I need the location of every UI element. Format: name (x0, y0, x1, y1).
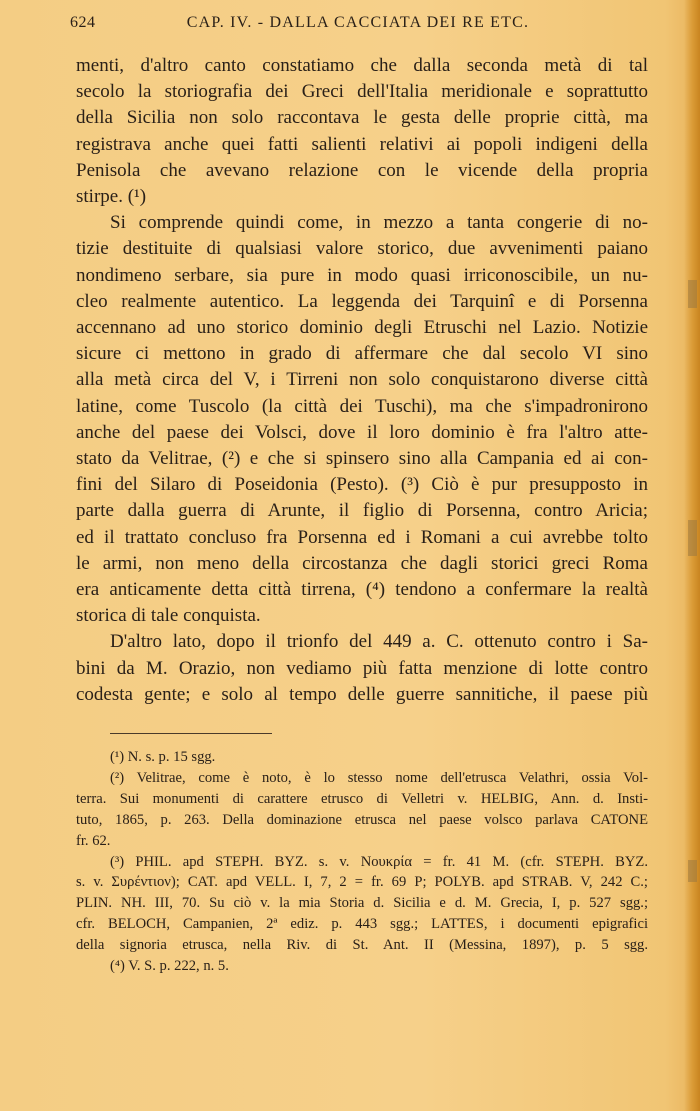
footnote-separator (110, 733, 272, 734)
text-line: registrava anche quei fatti salienti relativi ai popoli indigeni della (76, 133, 648, 155)
edge-mark (688, 860, 697, 882)
text-line: della Sicilia non solo raccontava le gesta delle proprie città, ma (76, 107, 648, 129)
text-line: parte dalla guerra di Arunte, il figlio di Porsenna, contro Aricia; (76, 500, 648, 522)
text-line: ed il trattato concluso fra Porsenna ed i Romani a cui avrebbe tolto (76, 526, 648, 548)
page-number: 624 (70, 14, 96, 31)
text-line: sicure ci mettono in grado di affermare che dal secolo VI sino (76, 343, 648, 365)
text-line: D'altro lato, dopo il trionfo del 449 a. C. ottenuto contro i Sa- (110, 631, 648, 653)
running-head (70, 14, 646, 38)
text-line: anche del paese dei Volsci, dove il loro dominio è fra l'altro atte- (76, 421, 648, 443)
text-line: secolo la storiografia dei Greci dell'Italia meridionale e soprattutto (76, 81, 648, 103)
footnote-line: tuto, 1865, p. 263. Della dominazione etrusca nel paese volsco parlava CATONE (76, 811, 648, 828)
footnote-line: (⁴) V. S. p. 222, n. 5. (110, 958, 229, 975)
footnote-line: fr. 62. (76, 832, 111, 849)
text-line: storica di tale conquista. (76, 605, 261, 627)
footnote-line: della signoria etrusca, nella Riv. di St. Ant. II (Messina, 1897), p. 5 sgg. (76, 937, 648, 954)
text-line: bini da M. Orazio, non vediamo più fatta menzione di lotte contro (76, 657, 648, 679)
footnote-line: (³) PHIL. apd STEPH. BYZ. s. v. Νουκρία = fr. 41 M. (cfr. STEPH. BYZ. (110, 853, 648, 870)
text-line: stirpe. (¹) (76, 186, 147, 208)
text-line: codesta gente; e solo al tempo delle guerre sannitiche, il paese più (76, 683, 648, 705)
text-line: tizie destituite di qualsiasi valore storico, due avvenimenti paiano (76, 238, 648, 260)
text-line: Penisola che avevano relazione con le vicende della propria (76, 159, 648, 181)
text-line: accennano ad uno storico dominio degli Etruschi nel Lazio. Notizie (76, 317, 648, 339)
text-line: cleo realmente autentico. La leggenda dei Tarquinî e di Porsenna (76, 290, 648, 312)
footnotes (76, 747, 648, 977)
footnote-line: s. v. Συρέντιον); CAT. apd VELL. I, 7, 2 = fr. 69 P; POLYB. apd STRAB. V, 242 C.; (76, 874, 648, 891)
text-line: Si comprende quindi come, in mezzo a tanta congerie di no- (110, 212, 648, 234)
text-line: alla metà circa del V, i Tirreni non solo conquistarono diverse città (76, 369, 648, 391)
edge-mark (688, 280, 697, 308)
footnote-line: cfr. BELOCH, Campanien, 2ª ediz. p. 443 sgg.; LATTES, i documenti epigrafici (76, 916, 648, 933)
text-line: le armi, non meno della circostanza che dagli storici greci Roma (76, 552, 648, 574)
body-text (76, 53, 648, 708)
chapter-title: CAP. IV. - DALLA CACCIATA DEI RE ETC. (186, 14, 530, 31)
text-line: fini del Silaro di Poseidonia (Pesto). (³) Ciò è pur presupposto in (76, 474, 648, 496)
footnote-line: (¹) N. s. p. 15 sgg. (110, 749, 216, 765)
footnote-line: (²) Velitrae, come è noto, è lo stesso nome dell'etrusca Velathri, ossia Vol- (110, 769, 648, 786)
text-line: menti, d'altro canto constatiamo che dalla seconda metà di tal (76, 55, 648, 76)
text-line: latine, come Tuscolo (la città dei Tuschi), ma che s'impadronirono (76, 395, 648, 417)
footnote-line: PLIN. NH. III, 70. Su ciò v. la mia Storia d. Sicilia e d. M. Grecia, I, p. 527 sgg.; (76, 895, 648, 912)
text-line: era anticamente detta città tirrena, (⁴) tendono a confermare la realtà (76, 579, 648, 601)
text-line: stato da Velitrae, (²) e che si spinsero sino alla Campania ed ai con- (76, 448, 648, 470)
edge-mark (688, 520, 697, 556)
footnote-line: terra. Sui monumenti di carattere etrusco di Velletri v. HELBIG, Ann. d. Insti- (76, 790, 648, 807)
text-line: nondimeno serbare, sia pure in modo quasi irriconoscibile, un nu- (76, 264, 648, 286)
